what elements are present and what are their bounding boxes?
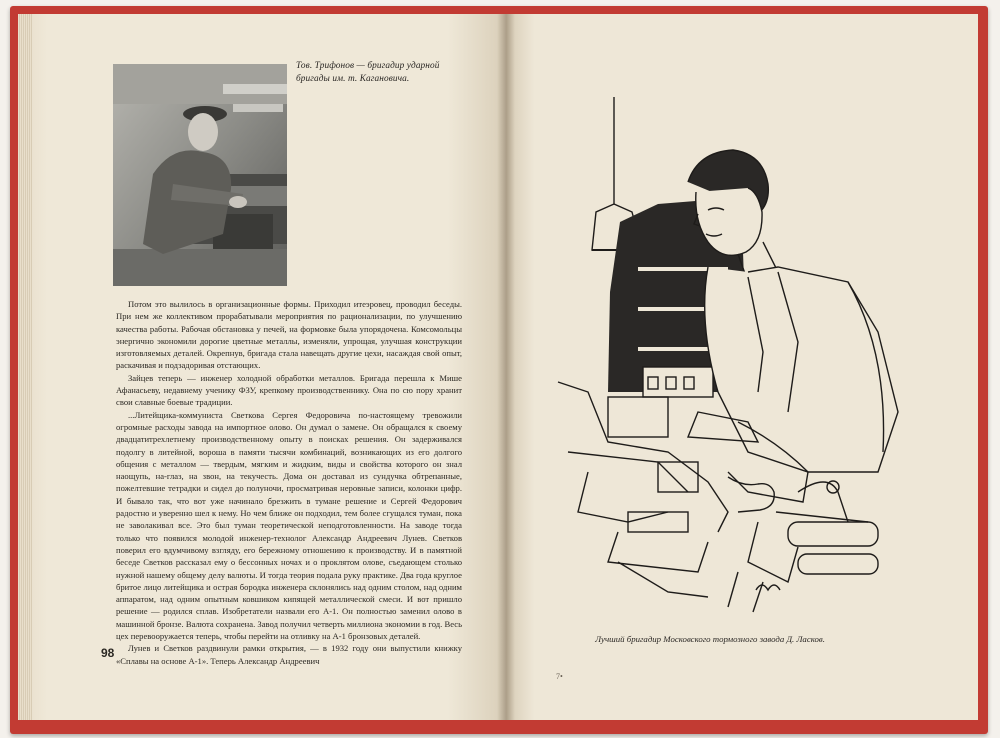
book-spine (497, 14, 515, 720)
page-body-text (116, 298, 462, 667)
paragraph: Зайцев теперь — инженер холодной обработки металлов. Бригада перешла к Мише Афанасьеву, недавнему ученику ФЗУ, крепкому производственнику. Она по сю пору хранит свои славные боевые традиции. (116, 372, 462, 408)
stray-mark: 7• (556, 672, 563, 681)
photo-caption: Тов. Трифонов — бригадир ударной бригады им. т. Кагановича. (296, 61, 440, 84)
worker-illustration (548, 92, 928, 620)
page-edges (18, 14, 32, 720)
paragraph: ...Литейщика-коммуниста Светкова Сергея Федоровича по-настоящему тревожили огромные расходы завода на импортное олово. Он думал о замене. Он обращался к своему двадцатитрехлетнему производственному опыту в поисках решения. Он задерживался подолгу в литейной, вороша в памяти тысячи комбинаций, возникающих из его долгого общения с металлом — твердым, мягким и жидким, виды и свойства которого он знал наощупь, на-глаз, на звон, на текучесть. Дома он доставал из сундучка обтрепанные, пожелтевшие тетрадки и сидел до полуночи, просматривая неровные записи, колонки цифр. И бывало так, что вот уже начинало брезжить в тумане решение и Сергей Федорович радостно и уверенно шел к нему. Но чем ближе он подходил, тем более сгущался туман, пока не заволакивал все. Это был туман теоретической неподготовленности. На заводе тогда только что появился молодой инженер-технолог Александр Андреевич Лунев. Светков поверил его вдумчивому взгляду, его бережному отношению к производству. И в памятной беседе Светков рассказал ему о бессонных ночах и о проклятом олове, съедающем столько нужной нашему общему делу валюты. И тогда теория подала руку практике. Два года круглое бритое лицо литейщика и острая бородка инженера склонялись над одним столом, над одним аппаратом, над одним опытным ковшиком кипящей металлической смеси. И вот пришло решение — родился сплав. Изобретатели назвали его А-1. Он полностью заменил олово в машинной бронзе. Валюта сохранена. Завод получил четверть миллиона экономии в год. Весь цех перевооружается теперь, чтобы перейти на отливку на А-1 бронзовых деталей. (116, 409, 462, 642)
drawing-caption: Лучший бригадир Московского тормозного завода Д. Ласков. (595, 634, 825, 644)
paragraph: Потом это вылилось в организационные формы. Приходил итеэровец, проводил беседы. При нем же коллективом прорабатывали мероприятия по рационализации, по улучшению качества работы. Рабочая обстановка у печей, на формовке была упорядочена. Комсомольцы энергично экономили дорогие цветные металлы, изменяли, упрощая, улучшая конструкции изготовляемых деталей. Окрепнув, бригада стала навещать другие цехи, насаждая свой опыт, раскачивая и подзадоривая отстающих. (116, 299, 462, 371)
page-number: 98 (101, 646, 115, 660)
paragraph: Лунев и Светков раздвинули рамки открытия, — в 1932 году они выпустили книжку «Сплавы на основе А-1». Теперь Александр Андреевич (116, 643, 462, 666)
worker-photo (113, 64, 287, 286)
